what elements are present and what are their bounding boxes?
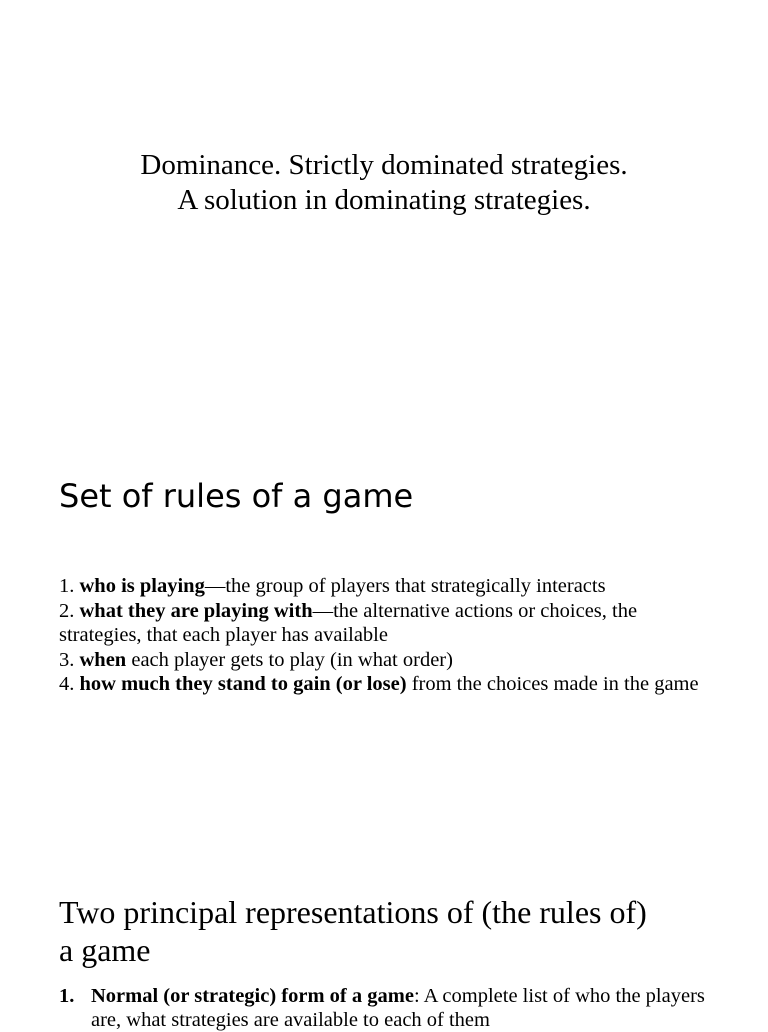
rules-list [59, 574, 719, 697]
rule-number: 3. [59, 648, 80, 671]
representation-bold-text: Normal (or strategic) form of a game [91, 985, 414, 1007]
rule-text: each player gets to play (in what order) [126, 648, 453, 671]
title-line-2: A solution in dominating strategies. [177, 184, 591, 216]
rule-bold-text: when [79, 648, 127, 671]
rule-item [59, 599, 719, 648]
rule-bold-text: who is playing [79, 575, 205, 597]
rules-heading: Set of rules of a game [59, 477, 414, 515]
slide-title [0, 148, 768, 218]
title-line-1: Dominance. Strictly dominated strategies. [140, 149, 628, 181]
rule-number: 1. [59, 575, 80, 597]
representations-heading: Two principal representations of (the rules of) a game [59, 894, 647, 968]
representation-body [91, 984, 719, 1032]
representation-number: 1. [59, 985, 75, 1007]
rule-bold-text: how much they stand to gain (or lose) [79, 673, 407, 695]
rule-number: 4. [59, 673, 80, 695]
rule-number: 2. [59, 599, 80, 622]
rule-text: from the choices made in the game [406, 673, 699, 695]
representation-text: : A complete list of who the players are, what strategies are available to each of them [91, 985, 705, 1031]
rule-item [59, 574, 719, 599]
rule-bold-text: what they are playing with [79, 599, 313, 622]
rule-text: —the alternative actions or choices, the strategies, that each player has available [59, 599, 638, 646]
representations-list [59, 984, 719, 1032]
rule-item [59, 648, 719, 673]
rule-text: —the group of players that strategically interacts [204, 575, 606, 597]
representation-item [59, 984, 719, 1032]
rule-item [59, 672, 719, 697]
